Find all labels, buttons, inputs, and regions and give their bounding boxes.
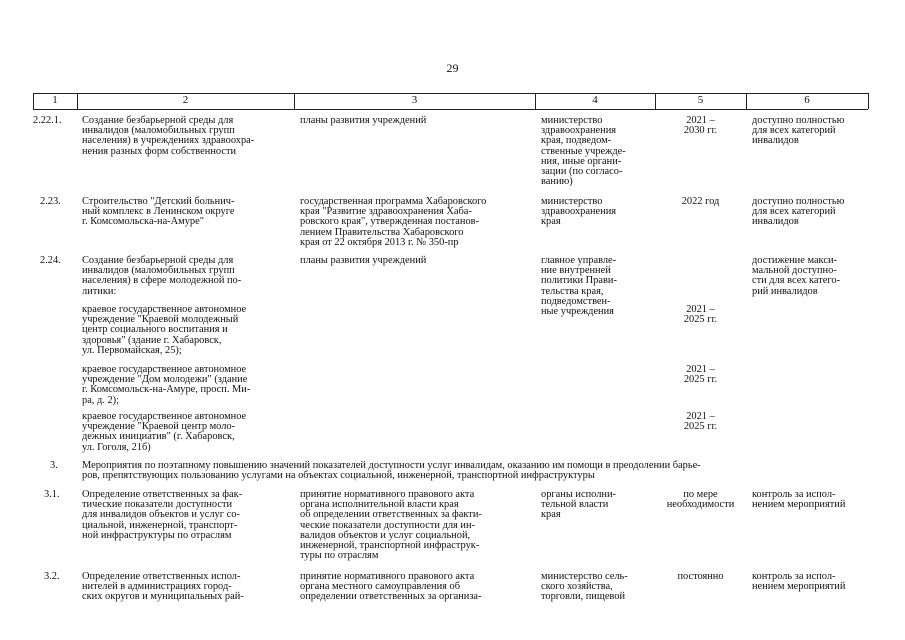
column-header-3: 3	[411, 94, 418, 106]
activity-result: доступно полностью для всех категорий инвалидов	[752, 196, 845, 228]
activity-name: Определение ответственных испол- нителей в администрациях город- ских округов и муниципальных рай-	[82, 571, 244, 603]
activity-basis: принятие нормативного правового акта органа исполнительной власти края об определении ответственных за факти- ческие показатели доступности для ин- валидов объектов и услуг социальной, инженерной, транспортной инфраструк- туры по отраслям	[300, 489, 482, 562]
section-title: Мероприятия по поэтапному повышению значений показателей доступности услуг инвалидам, оказанию им помощи в преодолении барье- ров, препятствующих пользованию услугами на объектах социальной, инженерной, транспортной инфраструктуры	[82, 460, 701, 482]
column-header-2: 2	[182, 94, 189, 106]
section-number: 3.	[50, 460, 58, 471]
row-number: 2.22.1.	[33, 115, 62, 126]
activity-term: 2022 год	[681, 196, 720, 207]
table-header-bottom-border	[33, 109, 868, 110]
activity-result: достижение макси- мальной доступно- сти для всех катего- рий инвалидов	[752, 255, 841, 297]
sub-institution-term: 2021 – 2025 гг.	[683, 411, 718, 433]
activity-basis: государственная программа Хабаровского края "Развитие здравоохранения Хаба- ровского края", утвержденная постанов- лением Правительства Хабаровского края от 22 октября 2013 г. № 350-пр	[300, 196, 487, 248]
column-header-4: 4	[592, 94, 598, 106]
page-number: 29	[446, 61, 459, 75]
activity-executor: министерство здравоохранения края	[541, 196, 617, 228]
column-divider	[868, 93, 869, 109]
row-number: 3.2.	[44, 571, 60, 582]
row-number: 3.1.	[44, 489, 60, 500]
activity-result: контроль за испол- нением мероприятий	[752, 489, 846, 511]
row-number: 2.23.	[40, 196, 61, 207]
activity-name: Строительство "Детский больнич- ный комплекс в Ленинском округе г. Комсомольска-на-Амуре"	[82, 196, 235, 228]
activity-result: доступно полностью для всех категорий инвалидов	[752, 115, 845, 147]
activity-basis: принятие нормативного правового акта органа местного самоуправления об определении ответственных за организа-	[300, 571, 482, 603]
activity-basis: планы развития учреждений	[300, 255, 427, 266]
activity-term: 2021 – 2030 гг.	[683, 115, 718, 137]
activity-basis: планы развития учреждений	[300, 115, 427, 126]
sub-institution-3: краевое государственное автономное учреждение "Краевой центр моло- дежных инициатив" (г. Хабаровск, ул. Гоголя, 21б)	[82, 411, 247, 453]
activity-executor: министерство здравоохранения края, подведом- ственные учрежде- ния, иные органи- зации (по согласо- ванию)	[541, 115, 626, 188]
sub-institution-1: краевое государственное автономное учреждение "Краевой молодежный центр социального воспитания и здоровья" (здание г. Хабаровск, ул. Первомайская, 25);	[82, 304, 247, 356]
activity-name: Определение ответственных за фак- тические показатели доступности для инвалидов объектов и услуг со- циальной, инженерной, транспорт- ной инфраструктуры по отраслям	[82, 489, 243, 541]
sub-institution-2: краевое государственное автономное учреждение "Дом молодежи" (здание г. Комсомольск-на-Амуре, просп. Ми- ра, д. 2);	[82, 364, 251, 406]
activity-executor: органы исполни- тельной власти края	[541, 489, 616, 521]
activity-result: контроль за испол- нением мероприятий	[752, 571, 846, 593]
activity-name: Создание безбарьерной среды для инвалидов (маломобильных групп населения) в учреждениях здравоохра- нения разных форм собственности	[82, 115, 255, 157]
activity-executor: министерство сель- ского хозяйства, торговли, пищевой	[541, 571, 628, 603]
column-header-1: 1	[52, 94, 58, 106]
activity-name: Создание безбарьерной среды для инвалидов (маломобильных групп населения) в сфере молодежной по- литики:	[82, 255, 242, 297]
row-number: 2.24.	[40, 255, 61, 266]
sub-institution-term: 2021 – 2025 гг.	[683, 304, 718, 326]
column-header-6: 6	[804, 94, 810, 106]
column-header-5: 5	[697, 94, 704, 106]
activity-term: постоянно	[677, 571, 724, 582]
activity-executor: главное управле- ние внутренней политики Прави- тельства края, подведомствен- ные учреждения	[541, 255, 617, 318]
activity-term: по мере необходимости	[666, 489, 735, 511]
sub-institution-term: 2021 – 2025 гг.	[683, 364, 718, 386]
